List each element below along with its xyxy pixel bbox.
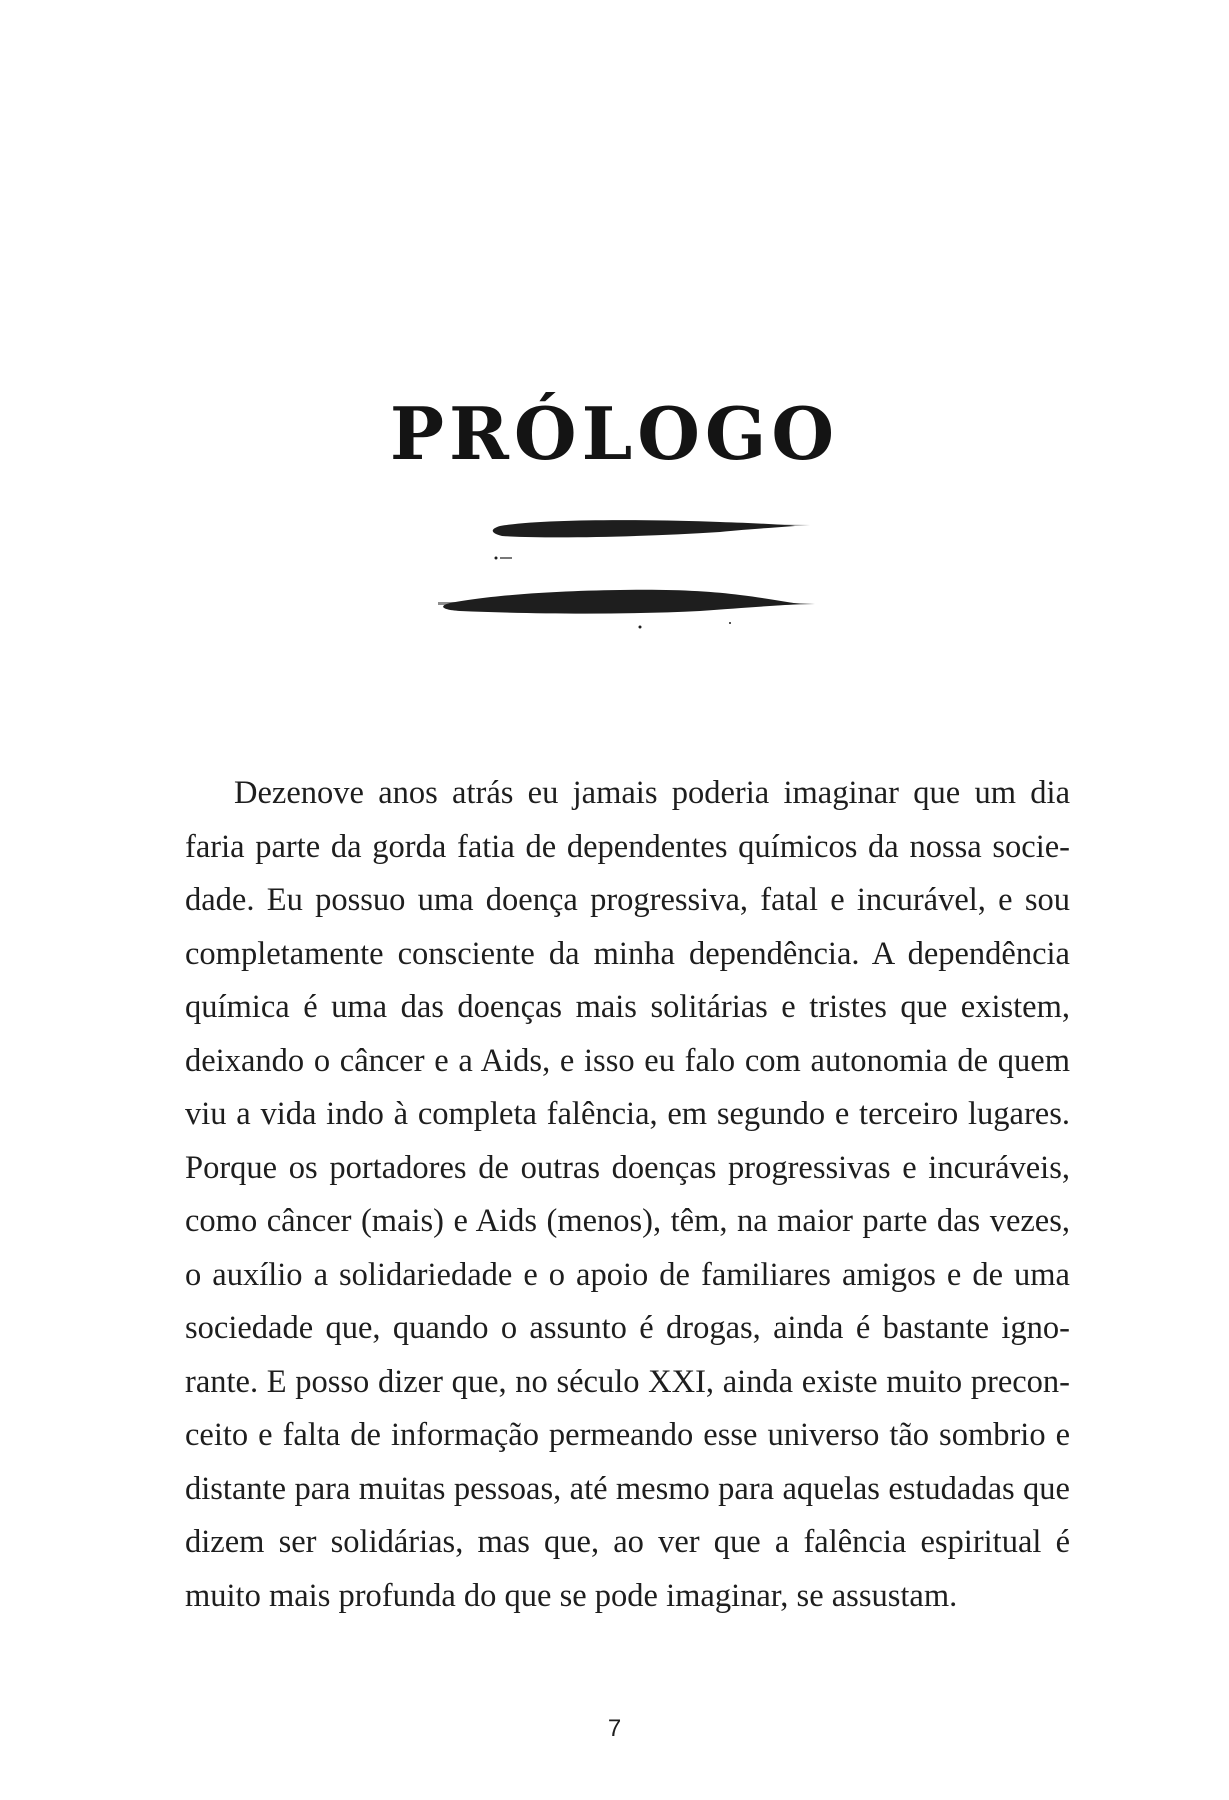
lower-brush-stroke bbox=[443, 590, 800, 614]
prologue-paragraph: Dezenove anos atrás eu jamais poderia imaginar que um dia faria parte da gorda fatia de dependentes químicos da nossa sociedade. Eu possuo uma doença progressiva, fatal e incurável, e sou completamente consciente da minha dependência. A dependência química é uma das doenças mais solitárias e tristes que existem, deixando o câncer e a Aids, e isso eu falo com autonomia de quem viu a vida indo à completa falência, em segundo e terceiro lugares. Porque os portadores de outras doenças progressivas e incuráveis, como câncer (mais) e Aids (menos), têm, na maior parte das vezes, o auxílio a solidariedade e o apoio de familiares amigos e de uma sociedade que, quando o assunto é drogas, ainda é bastante ignorante. E posso dizer que, no século XXI, ainda existe muito preconceito e falta de informação permeando esse universo tão sombrio e distante para muitas pessoas, até mesmo para aquelas estudadas que dizem ser solidárias, mas que, ao ver que a falência espiritual é muito mais profunda do que se pode imaginar, se assustam. bbox=[185, 775, 1070, 1614]
double-brush-stroke-icon bbox=[420, 505, 820, 635]
page-number: 7 bbox=[607, 1715, 622, 1742]
upper-brush-stroke bbox=[493, 520, 795, 537]
chapter-title: PRÓLOGO bbox=[389, 391, 840, 476]
